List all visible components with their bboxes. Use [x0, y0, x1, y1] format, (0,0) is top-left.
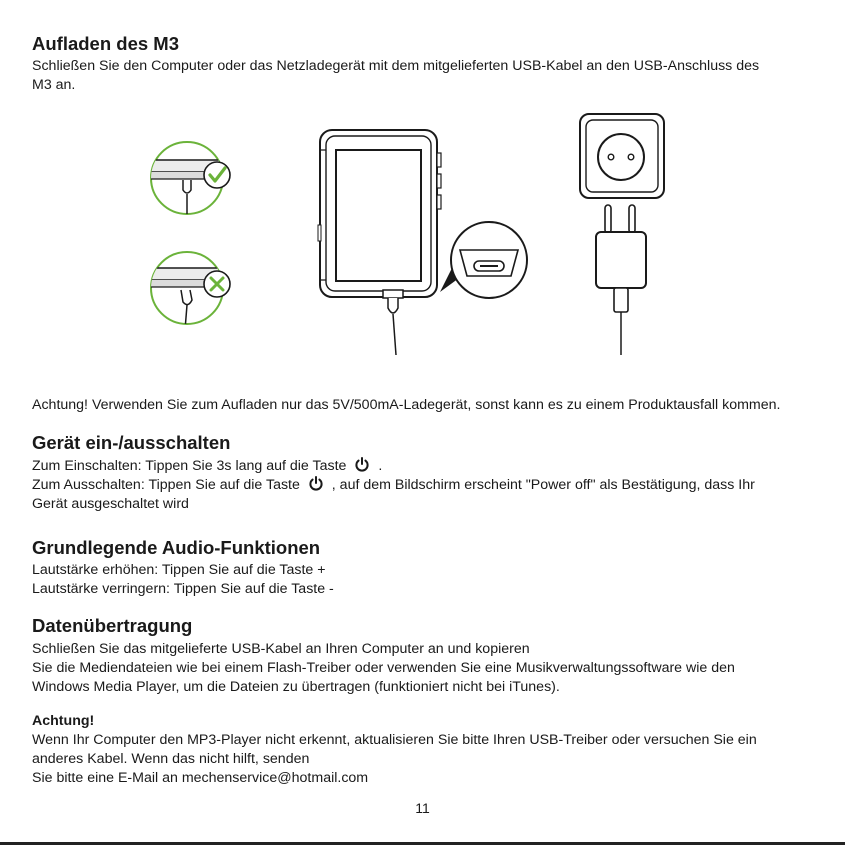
- power-on-after: .: [378, 458, 383, 474]
- heading-power: Gerät ein-/ausschalten: [32, 432, 231, 453]
- page-number: 11: [415, 800, 430, 816]
- wall-charger-figure: [580, 114, 664, 355]
- heading-charging: Aufladen des M3: [32, 33, 179, 54]
- heading-transfer: Datenübertragung: [32, 615, 193, 636]
- power-on-text: [32, 457, 382, 476]
- charging-illustration: [0, 0, 845, 400]
- charging-text-line-1: Schließen Sie den Computer oder das Netzladegerät mit dem mitgelieferten USB-Kabel an den USB-Anschluss des: [32, 58, 760, 74]
- transfer-text-line-2: Sie die Mediendateien wie bei einem Flash-Treiber oder verwenden Sie eine Musikverwaltungssoftware wie den: [32, 660, 735, 676]
- charging-warning: Achtung! Verwenden Sie zum Aufladen nur das 5V/500mA-Ladegerät, sonst kann es zu einem Produktausfall kommen.: [32, 397, 781, 413]
- volume-up-text: Lautstärke erhöhen: Tippen Sie auf die Taste +: [32, 562, 326, 578]
- power-off-before: Zum Ausschalten: Tippen Sie auf die Taste: [32, 477, 300, 493]
- power-off-after: , auf dem Bildschirm erscheint "Power off" als Bestätigung, dass Ihr: [331, 477, 755, 493]
- wrong-connection-figure: [140, 252, 240, 330]
- charging-text-line-2: M3 an.: [32, 77, 76, 93]
- power-off-text: [32, 476, 755, 495]
- transfer-text-line-3: Windows Media Player, um die Dateien zu übertragen (funktioniert nicht bei iTunes).: [32, 679, 560, 695]
- attention-text-line-1: Wenn Ihr Computer den MP3-Player nicht erkennt, aktualisieren Sie bitte Ihren USB-Treiber oder versuchen Sie ein: [32, 732, 757, 748]
- correct-connection-figure: [140, 142, 240, 220]
- transfer-text-line-1: Schließen Sie das mitgelieferte USB-Kabel an Ihren Computer an und kopieren: [32, 641, 530, 657]
- power-off-text-line-2: Gerät ausgeschaltet wird: [32, 496, 189, 512]
- heading-audio: Grundlegende Audio-Funktionen: [32, 537, 321, 558]
- attention-text-line-3: Sie bitte eine E-Mail an mechenservice@hotmail.com: [32, 770, 369, 786]
- power-on-before: Zum Einschalten: Tippen Sie 3s lang auf die Taste: [32, 458, 347, 474]
- power-icon: [354, 457, 370, 472]
- volume-down-text: Lautstärke verringern: Tippen Sie auf die Taste -: [32, 581, 334, 597]
- power-icon: [308, 476, 324, 491]
- attention-title: Achtung!: [32, 713, 95, 729]
- mp3-player-figure: [318, 130, 441, 355]
- usb-port-callout: [440, 222, 527, 298]
- attention-text-line-2: anderes Kabel. Wenn das nicht hilft, senden: [32, 751, 310, 767]
